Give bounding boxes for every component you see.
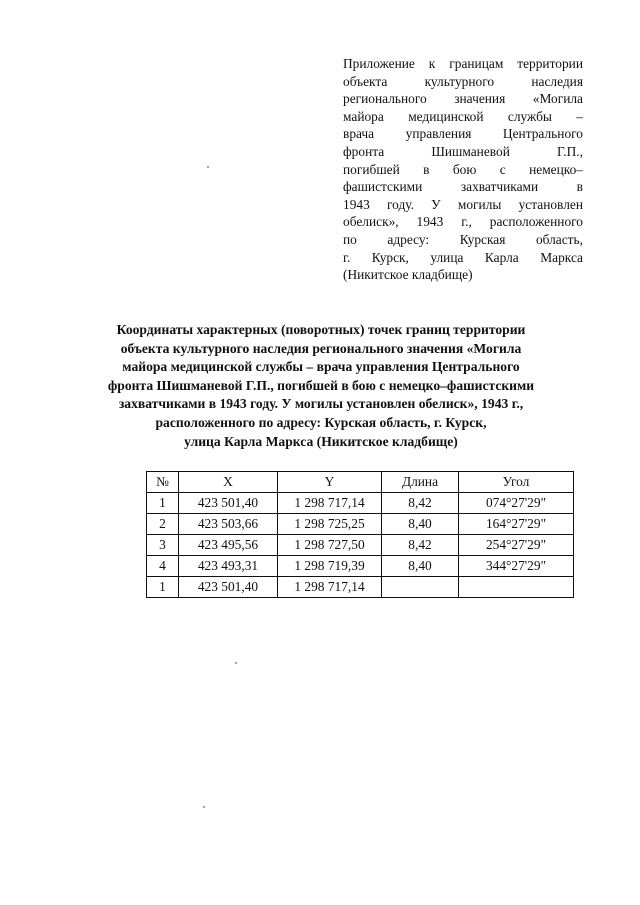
appendix-line: по адресу: Курская область, — [343, 231, 583, 247]
appendix-line: регионального значения «Могила — [343, 91, 583, 107]
appendix-line: (Никитское кладбище) — [343, 267, 473, 283]
appendix-line: 1943 году. У могилы установлен — [343, 196, 583, 212]
header-length: Длина — [382, 472, 459, 493]
appendix-line: объекта культурного наследия — [343, 73, 583, 89]
cell-number: 2 — [147, 514, 179, 535]
cell-y: 1 298 717,14 — [278, 493, 382, 514]
cell-x: 423 493,31 — [179, 556, 278, 577]
title-line: майора медицинской службы – врача управления Центрального — [122, 359, 520, 375]
appendix-line: врача управления Центрального — [343, 126, 583, 142]
header-y: Y — [278, 472, 382, 493]
cell-length — [382, 577, 459, 598]
table-row — [147, 556, 574, 577]
title-line: фронта Шишманевой Г.П., погибшей в бою с немецко–фашистскими — [107, 377, 535, 393]
title-line: объекта культурного наследия регионального значения «Могила — [120, 340, 522, 356]
title-line: расположенного по адресу: Курская область, г. Курск, — [155, 414, 487, 430]
appendix-line: майора медицинской службы – — [343, 108, 583, 124]
cell-angle: 254°27'29" — [459, 535, 574, 556]
scan-speck — [235, 662, 237, 664]
cell-number: 1 — [147, 577, 179, 598]
title-line: захватчиками в 1943 году. У могилы установлен обелиск», 1943 г., — [118, 396, 524, 412]
cell-x: 423 495,56 — [179, 535, 278, 556]
cell-angle — [459, 577, 574, 598]
appendix-line: погибшей в бою с немецко– — [343, 161, 583, 177]
appendix-line: фронта Шишманевой Г.П., — [343, 143, 583, 159]
title-line: Координаты характерных (поворотных) точек границ территории — [116, 322, 526, 337]
header-angle: Угол — [459, 472, 574, 493]
cell-number: 4 — [147, 556, 179, 577]
table-row — [147, 577, 574, 598]
cell-y: 1 298 725,25 — [278, 514, 382, 535]
document-title — [96, 321, 546, 451]
cell-x: 423 501,40 — [179, 577, 278, 598]
cell-x: 423 503,66 — [179, 514, 278, 535]
cell-y: 1 298 727,50 — [278, 535, 382, 556]
cell-length: 8,40 — [382, 514, 459, 535]
cell-number: 3 — [147, 535, 179, 556]
header-x: X — [179, 472, 278, 493]
appendix-line: фашистскими захватчиками в — [343, 179, 583, 195]
appendix-line: обелиск», 1943 г., расположенного — [343, 214, 583, 230]
scan-speck — [203, 806, 205, 808]
cell-length: 8,42 — [382, 493, 459, 514]
table-header-row — [147, 472, 574, 493]
table-row — [147, 493, 574, 514]
cell-y: 1 298 719,39 — [278, 556, 382, 577]
appendix-line: г. Курск, улица Карла Маркса — [343, 249, 583, 265]
header-number: № — [147, 472, 179, 493]
appendix-note — [343, 55, 583, 284]
coordinates-table — [146, 471, 574, 598]
cell-angle: 164°27'29" — [459, 514, 574, 535]
cell-angle: 344°27'29" — [459, 556, 574, 577]
scan-speck — [207, 166, 209, 168]
cell-x: 423 501,40 — [179, 493, 278, 514]
table-row — [147, 535, 574, 556]
table-row — [147, 514, 574, 535]
cell-number: 1 — [147, 493, 179, 514]
cell-length: 8,40 — [382, 556, 459, 577]
appendix-line: Приложение к границам территории — [343, 56, 583, 71]
cell-y: 1 298 717,14 — [278, 577, 382, 598]
title-line: улица Карла Маркса (Никитское кладбище) — [184, 433, 458, 449]
cell-length: 8,42 — [382, 535, 459, 556]
cell-angle: 074°27'29" — [459, 493, 574, 514]
